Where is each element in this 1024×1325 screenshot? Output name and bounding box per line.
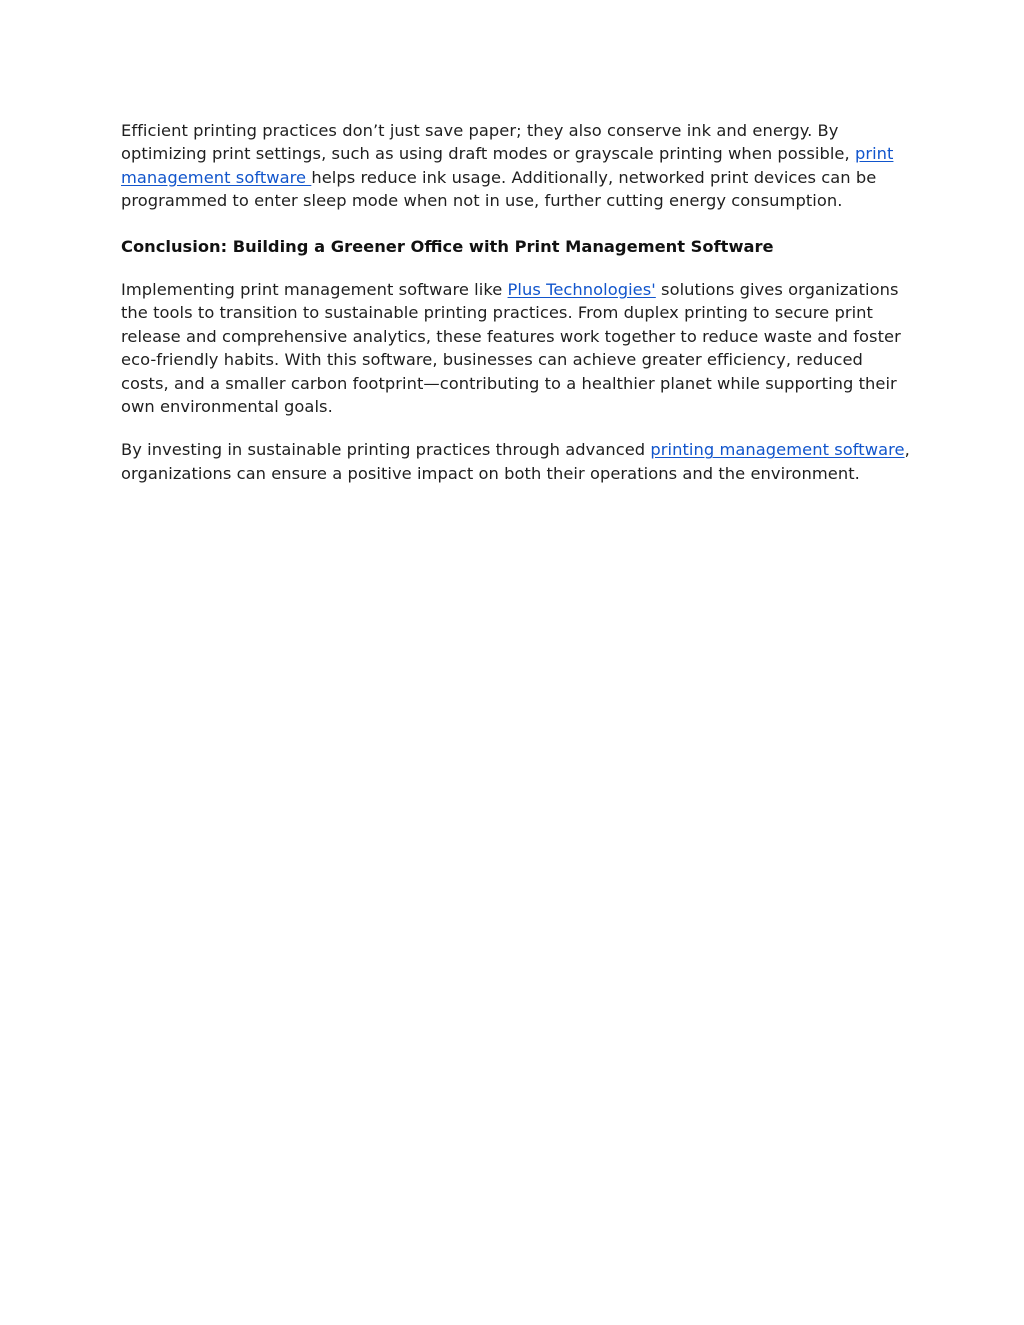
paragraph-implementing-text-start: Implementing print management software like xyxy=(121,280,508,300)
conclusion-heading: Conclusion: Building a Greener Office with Print Management Software xyxy=(121,236,774,256)
paragraph-investing-text-start: By investing in sustainable printing practices through advanced xyxy=(121,440,651,460)
print-management-software-link[interactable]: print management software xyxy=(121,144,894,187)
paragraph-energy xyxy=(121,119,911,213)
printing-management-software-link[interactable]: printing management software xyxy=(650,440,905,460)
paragraph-investing-text-end: , organizations can ensure a positive impact on both their operations and the environment. xyxy=(121,440,910,483)
paragraph-energy-text-end: helps reduce ink usage. Additionally, networked print devices can be programmed to enter sleep mode when not in use, further cutting energy consumption. xyxy=(121,167,877,211)
document-body xyxy=(121,119,911,485)
plus-technologies-link[interactable]: Plus Technologies' xyxy=(507,280,656,300)
paragraph-implementing-text-end: solutions gives organizations the tools to transition to sustainable printing practices. From duplex printing to secure print release and comprehensive analytics, these features work together to reduce waste and foster eco-friendly habits. With this software, businesses can achieve greater efficiency, reduced costs, and a smaller carbon footprint—contributing to a healthier planet while supporting their own environmental goals. xyxy=(121,280,901,417)
paragraph-investing xyxy=(121,438,911,485)
paragraph-energy-text-start: Efficient printing practices don’t just save paper; they also conserve ink and energy. By optimizing print settings, such as using draft modes or grayscale printing when possible, xyxy=(121,121,855,164)
paragraph-implementing xyxy=(121,278,911,418)
